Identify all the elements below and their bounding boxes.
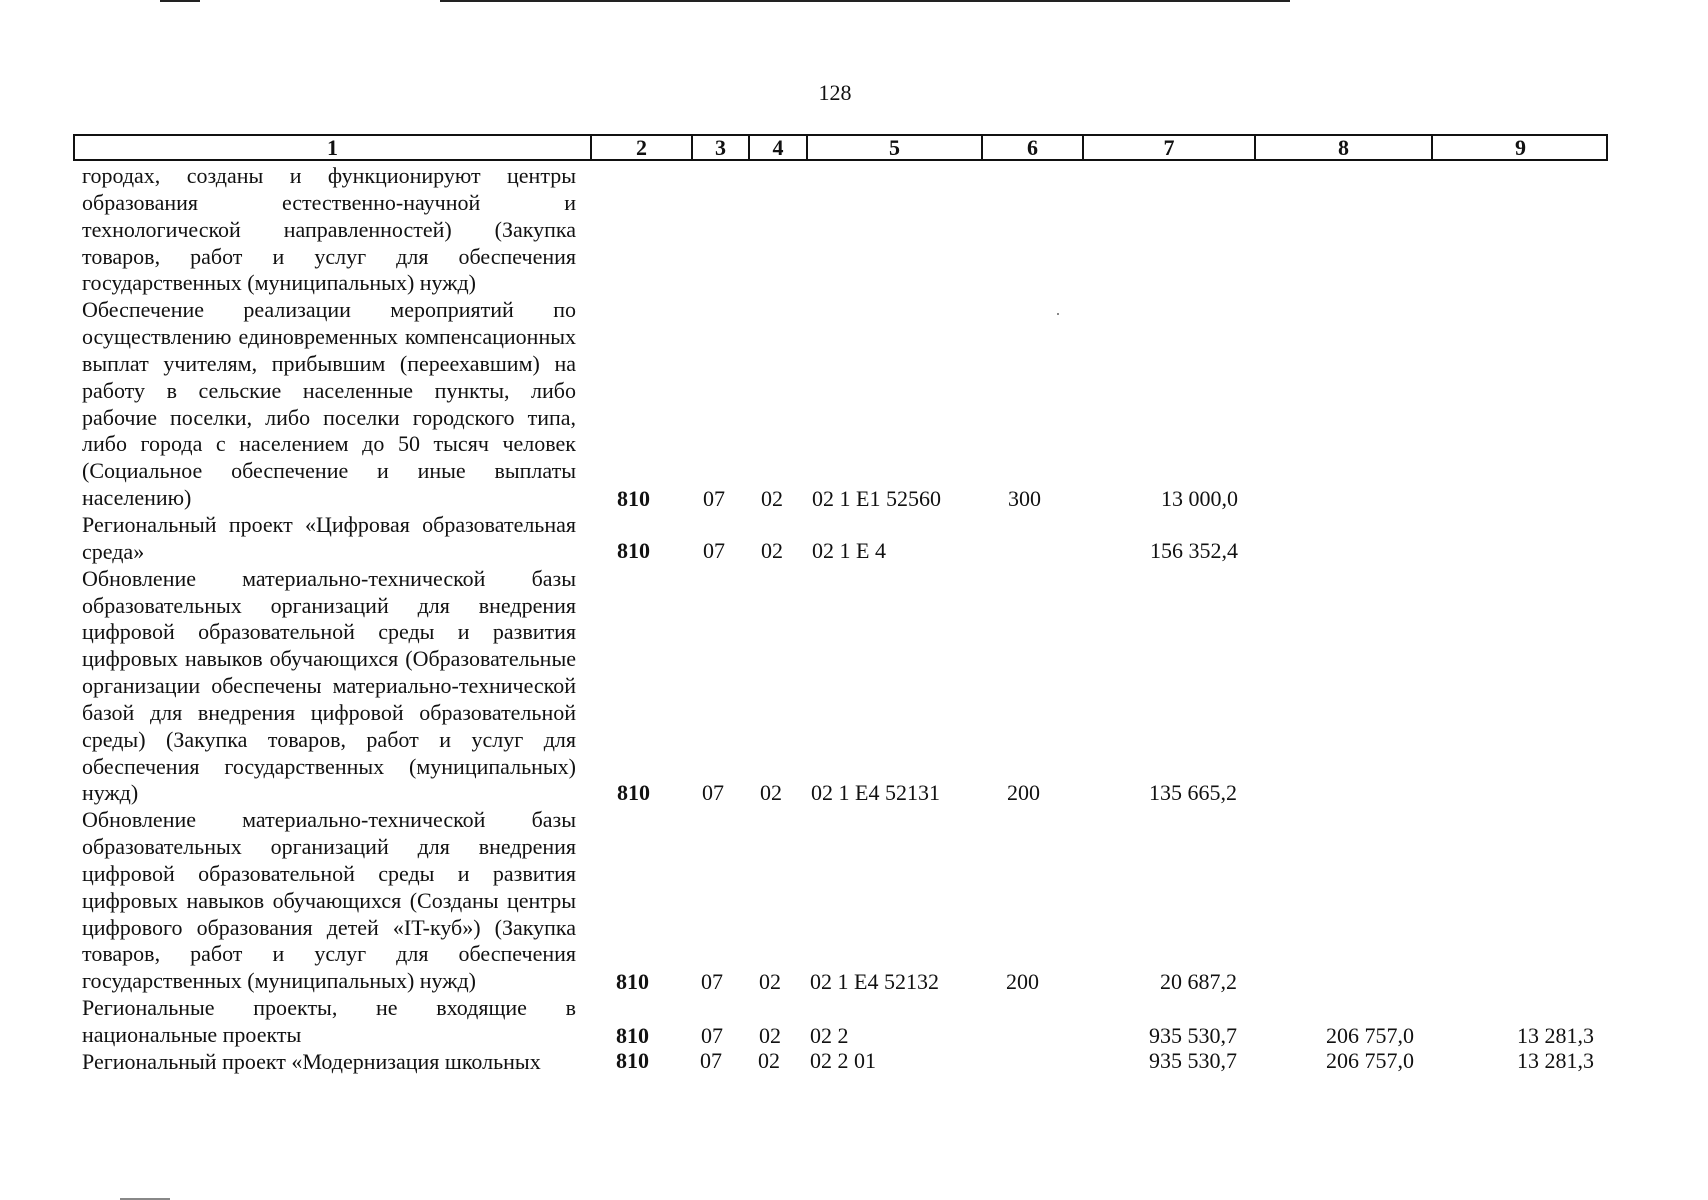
row-7-section: 07 [700, 1048, 722, 1073]
row-6-subsection: 02 [759, 1023, 781, 1048]
row-3-amount: 156 352,4 [1150, 538, 1238, 563]
scan-edge-line [160, 0, 200, 2]
row-5-amount: 20 687,2 [1160, 969, 1237, 994]
row-1-description: городах, созданы и функционируют центры образования естественно-научной и технологической направленностей) (Закупка товаров, работ и услуг для обеспечения государственных (муниципальных) нужд) [82, 163, 576, 296]
row-6-amount-7: 935 530,7 [1149, 1023, 1237, 1048]
scan-edge-line [440, 0, 1290, 2]
row-2-subsection: 02 [761, 486, 783, 511]
page-number: 128 [818, 80, 852, 105]
row-5-description: Обновление материально-технической базы образовательных организаций для внедрения цифровой образовательной среды и развития цифровых навыков обучающихся (Созданы центры цифрового образования детей «IT-куб») (Закупка товаров, работ и услуг для обеспечения государственных (муниципальных) нужд) [82, 807, 576, 994]
row-6-description: Региональные проекты, не входящие в национальные проекты [82, 995, 576, 1047]
row-7-amount-7: 935 530,7 [1149, 1048, 1237, 1073]
header-cell-9: 9 [1431, 136, 1608, 159]
row-5-section: 07 [701, 969, 723, 994]
table-header-row [73, 134, 1608, 161]
row-4-amount: 135 665,2 [1149, 780, 1237, 805]
header-cell-4: 4 [748, 136, 806, 159]
row-2-target-article: 02 1 E1 52560 [812, 486, 941, 511]
row-7-ministry-code: 810 [616, 1048, 649, 1073]
row-3-target-article: 02 1 E 4 [812, 538, 886, 563]
row-3-subsection: 02 [761, 538, 783, 563]
description-column [82, 163, 576, 1076]
row-6-amount-9: 13 281,3 [1517, 1023, 1594, 1048]
row-5-target-article: 02 1 E4 52132 [810, 969, 939, 994]
row-4-subsection: 02 [760, 780, 782, 805]
row-2-amount: 13 000,0 [1161, 486, 1238, 511]
header-cell-8: 8 [1254, 136, 1431, 159]
header-cell-2: 2 [590, 136, 691, 159]
scan-speck [1057, 313, 1059, 315]
row-4-section: 07 [702, 780, 724, 805]
row-4-target-article: 02 1 E4 52131 [811, 780, 940, 805]
row-3-ministry-code: 810 [617, 538, 650, 563]
row-4-description: Обновление материально-технической базы образовательных организаций для внедрения цифровой образовательной среды и развития цифровых навыков обучающихся (Образовательные организации обеспечены материально-технической базой для внедрения цифровой образовательной среды) (Закупка товаров, работ и услуг для обеспечения государственных (муниципальных) нужд) [82, 565, 576, 806]
row-5-subsection: 02 [759, 969, 781, 994]
row-4-ministry-code: 810 [617, 780, 650, 805]
header-cell-5: 5 [806, 136, 981, 159]
row-2-description: Обеспечение реализации мероприятий по осуществлению единовременных компенсационных выплат учителям, прибывшим (переехавшим) на работу в сельские населенные пункты, либо рабочие поселки, либо поселки городского типа, либо города с населением до 50 тысяч человек (Социальное обеспечение и иные выплаты населению) [82, 297, 576, 511]
row-4-expense-type: 200 [1007, 780, 1040, 805]
row-2-section: 07 [703, 486, 725, 511]
header-cell-6: 6 [981, 136, 1082, 159]
row-2-expense-type: 300 [1008, 486, 1041, 511]
row-6-target-article: 02 2 [810, 1023, 849, 1048]
header-cell-1: 1 [327, 135, 338, 160]
header-cell-3: 3 [691, 136, 748, 159]
row-5-ministry-code: 810 [616, 969, 649, 994]
row-2-ministry-code: 810 [617, 486, 650, 511]
row-3-section: 07 [703, 538, 725, 563]
row-3-description: Региональный проект «Цифровая образовательная среда» [82, 511, 576, 564]
row-7-target-article: 02 2 01 [810, 1048, 876, 1073]
row-5-expense-type: 200 [1006, 969, 1039, 994]
row-6-amount-8: 206 757,0 [1326, 1023, 1414, 1048]
row-7-subsection: 02 [758, 1048, 780, 1073]
row-7-description: Региональный проект «Модернизация школьных [82, 1048, 541, 1074]
row-6-section: 07 [701, 1023, 723, 1048]
row-7-amount-8: 206 757,0 [1326, 1048, 1414, 1073]
row-6-ministry-code: 810 [616, 1023, 649, 1048]
header-cell-7: 7 [1082, 136, 1254, 159]
row-7-amount-9: 13 281,3 [1517, 1048, 1594, 1073]
